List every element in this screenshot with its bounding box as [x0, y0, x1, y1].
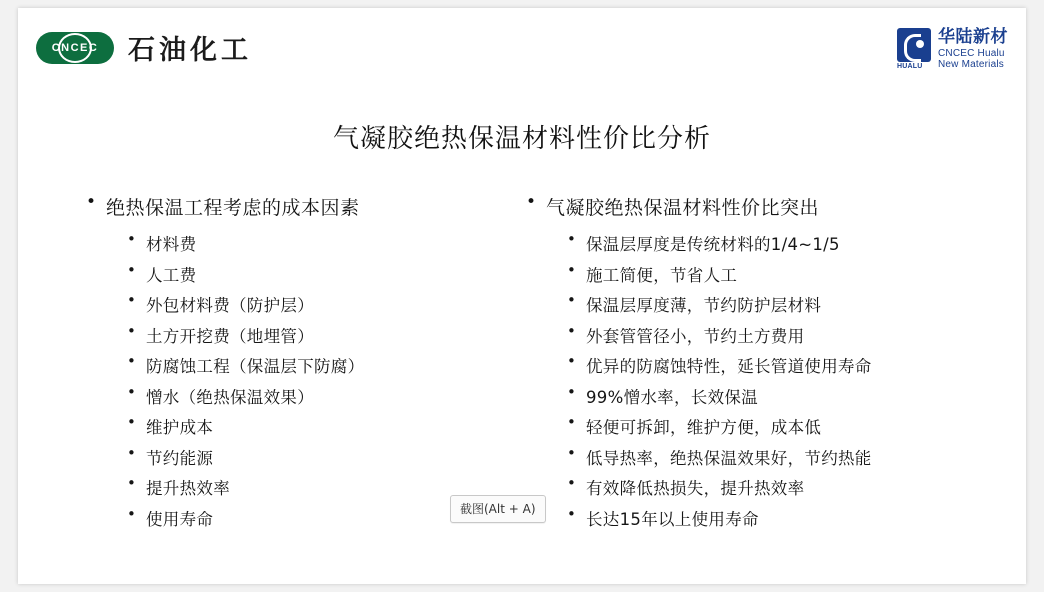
list-item: • 有效降低热损失，提升热效率 — [566, 475, 1026, 499]
left-column-list — [84, 193, 518, 220]
hualu-brand-text — [938, 28, 1008, 71]
brand-left-label: 石油化工 — [128, 35, 252, 66]
cncec-logo-text: CNCEC — [51, 41, 99, 54]
right-column-list — [524, 193, 1026, 220]
list-item: • 提升热效率 — [126, 475, 518, 499]
list-item: • 使用寿命 — [126, 506, 518, 530]
left-column — [18, 193, 518, 536]
list-item: • 外包材料费（防护层） — [126, 292, 518, 316]
list-item: • 长达15年以上使用寿命 — [566, 506, 1026, 530]
hualu-logo-icon — [897, 28, 931, 70]
list-item: • 优异的防腐蚀特性，延长管道使用寿命 — [566, 353, 1026, 377]
hualu-brand-cn: 华陆新材 — [938, 27, 1008, 47]
list-item: • 防腐蚀工程（保温层下防腐） — [126, 353, 518, 377]
list-item: • 保温层厚度薄，节约防护层材料 — [566, 292, 1026, 316]
hualu-logo-dot — [916, 40, 924, 48]
list-item: • 轻便可拆卸，维护方便，成本低 — [566, 414, 1026, 438]
brand-right — [897, 28, 1008, 71]
slide-header — [18, 8, 1026, 84]
list-item: • 低导热率，绝热保温效果好，节约热能 — [566, 445, 1026, 469]
list-item: • 材料费 — [126, 231, 518, 255]
list-item: • 保温层厚度是传统材料的1/4~1/5 — [566, 231, 1026, 255]
hualu-logo-arc — [904, 34, 921, 62]
right-column-heading: • 气凝胶绝热保温材料性价比突出 — [524, 193, 1026, 220]
left-column-heading: • 绝热保温工程考虑的成本因素 — [84, 193, 518, 220]
hualu-brand-en-line1: CNCEC Hualu — [938, 47, 1005, 59]
page-title: 气凝胶绝热保温材料性价比分析 — [332, 124, 711, 154]
cncec-logo-icon — [36, 32, 114, 64]
list-item: • 外套管管径小，节约土方费用 — [566, 323, 1026, 347]
list-item: • 施工简便，节省人工 — [566, 262, 1026, 286]
slide-canvas — [18, 8, 1026, 584]
list-item: • 憎水（绝热保温效果） — [126, 384, 518, 408]
hualu-brand-en-line2: New Materials — [938, 59, 1004, 71]
right-column-sublist — [524, 231, 1026, 530]
content-columns — [18, 193, 1026, 536]
right-column — [518, 193, 1026, 536]
list-item: • 维护成本 — [126, 414, 518, 438]
brand-left — [36, 28, 252, 67]
list-item: • 土方开挖费（地埋管） — [126, 323, 518, 347]
left-column-sublist — [84, 231, 518, 530]
hualu-logo-subtext: HUALU — [897, 63, 923, 70]
screenshot-button[interactable]: 截图(Alt + A) — [450, 495, 546, 523]
list-item: • 人工费 — [126, 262, 518, 286]
list-item: • 节约能源 — [126, 445, 518, 469]
list-item: • 99%憎水率，长效保温 — [566, 384, 1026, 408]
